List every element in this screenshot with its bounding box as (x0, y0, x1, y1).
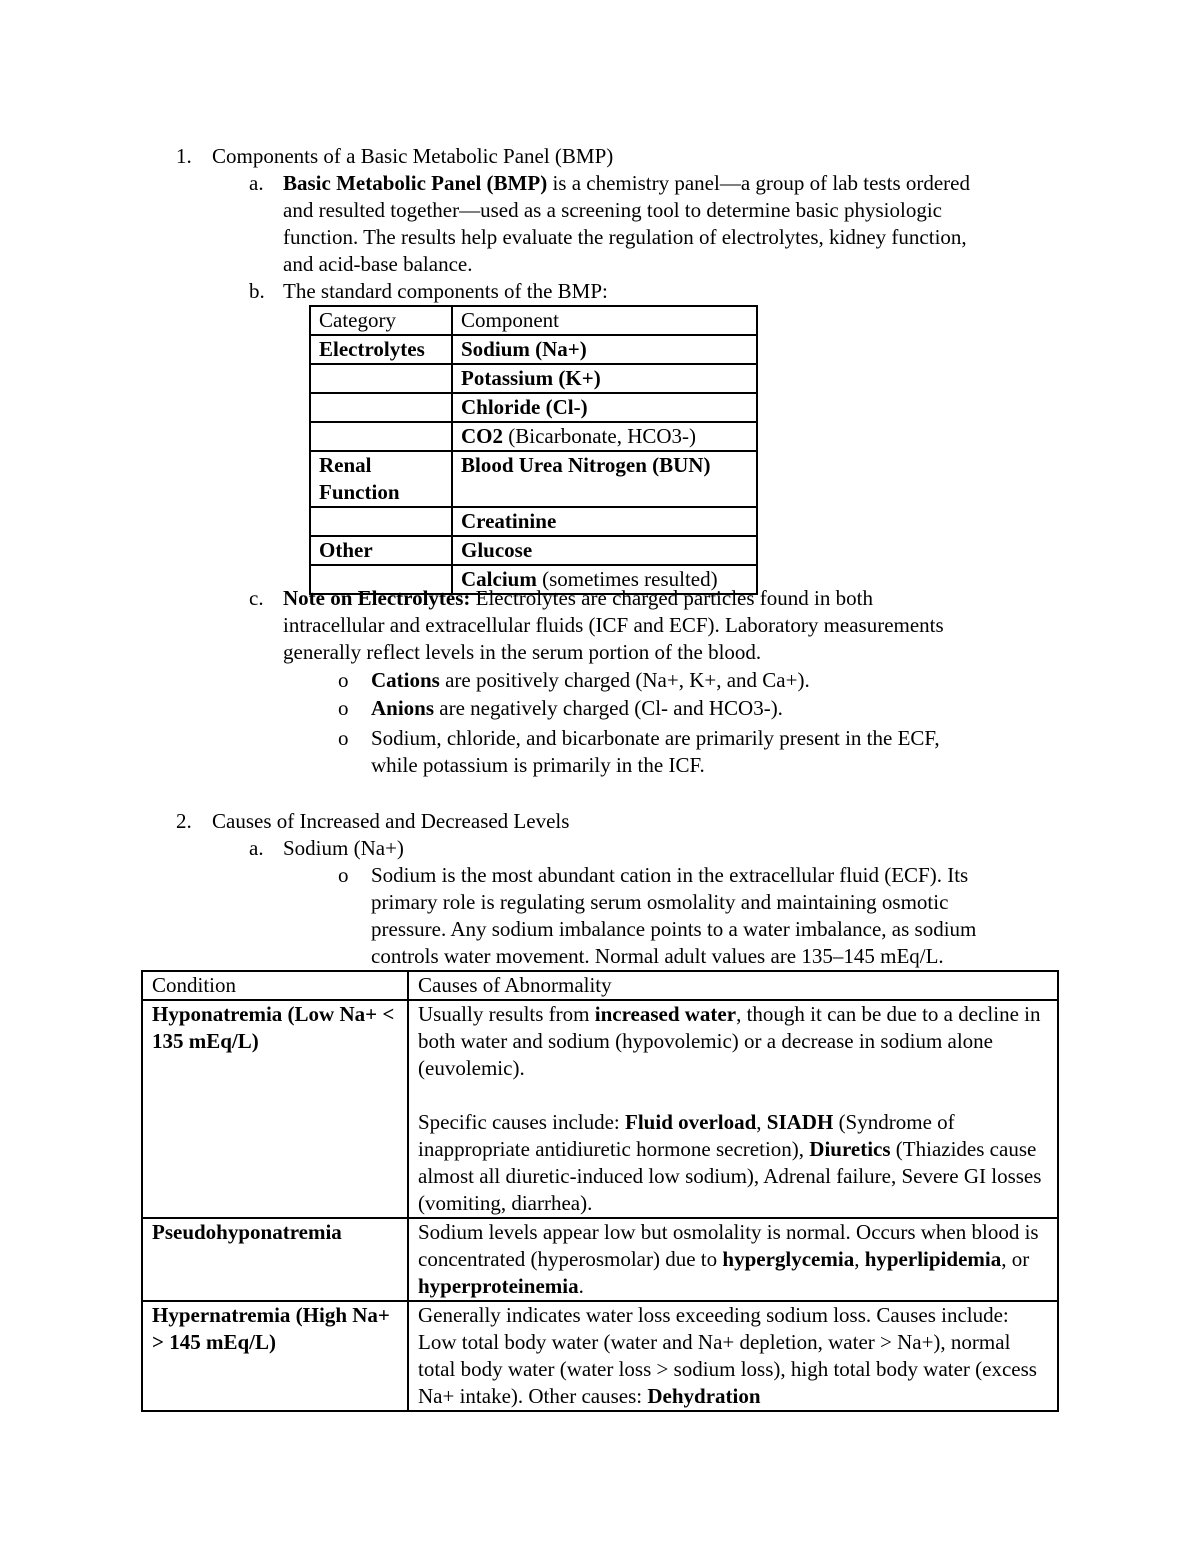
table-row: Potassium (K+) (310, 364, 757, 393)
condition-pseudohyponatremia: Pseudohyponatremia (142, 1218, 408, 1301)
table-row (142, 1000, 1058, 1218)
header-category: Category (310, 306, 452, 335)
bullet-marker: o (338, 863, 349, 887)
item-1c-text: Note on Electrolytes: Electrolytes are charged particles found in both intracellular and extracellular fluids (ICF and ECF). Laboratory measurements generally reflect levels in the serum portion of the blood. (283, 586, 944, 664)
bullet-marker: o (338, 668, 349, 692)
header-condition: Condition (142, 971, 408, 1000)
table-header-row (142, 971, 1058, 1000)
item-2a-letter: a. (249, 836, 264, 860)
sodium-conditions-table (141, 970, 1059, 1412)
item-1a-text: Basic Metabolic Panel (BMP) is a chemistry panel—a group of lab tests ordered and resulted together—used as a screening tool to determine basic physiologic function. The results help evaluate the regulation of electrolytes, kidney function, and acid-base balance. (283, 171, 970, 276)
table-row: Creatinine (310, 507, 757, 536)
section-2-title: Causes of Increased and Decreased Levels (212, 809, 570, 833)
bullet-ecf-icf: Sodium, chloride, and bicarbonate are primarily present in the ECF, while potassium is primarily in the ICF. (371, 726, 940, 777)
item-1b-text: The standard components of the BMP: (283, 279, 608, 303)
causes-pseudohyponatremia: Sodium levels appear low but osmolality is normal. Occurs when blood is concentrated (hyperosmolar) due to hyperglycemia, hyperlipidemia, or hyperproteinemia. (408, 1218, 1058, 1301)
header-component: Component (452, 306, 757, 335)
table-row (142, 1218, 1058, 1301)
table-row (142, 1301, 1058, 1411)
item-1b-letter: b. (249, 279, 265, 303)
sodium-description: Sodium is the most abundant cation in the extracellular fluid (ECF). Its primary role is regulating serum osmolality and maintaining osmotic pressure. Any sodium imbalance points to a water imbalance, as sodium controls water movement. Normal adult values are 135–145 mEq/L. (371, 863, 977, 968)
header-causes: Causes of Abnormality (408, 971, 1058, 1000)
bullet-cations: Cations are positively charged (Na+, K+, and Ca+). (371, 668, 810, 692)
table-row: Electrolytes Sodium (Na+) (310, 335, 757, 364)
item-2a-text: Sodium (Na+) (283, 836, 404, 860)
table-row: Other Glucose (310, 536, 757, 565)
table-row: Chloride (Cl-) (310, 393, 757, 422)
bullet-marker: o (338, 726, 349, 750)
bmp-components-table (309, 305, 758, 595)
condition-hypernatremia: Hypernatremia (High Na+ > 145 mEq/L) (142, 1301, 408, 1411)
electrolytes-note-term: Note on Electrolytes: (283, 586, 471, 610)
bmp-term: Basic Metabolic Panel (BMP) (283, 171, 548, 195)
table-header-row (310, 306, 757, 335)
item-1c-letter: c. (249, 586, 264, 610)
table-row: CO2 (Bicarbonate, HCO3-) (310, 422, 757, 451)
table-row: Renal Function Blood Urea Nitrogen (BUN) (310, 451, 757, 507)
bullet-anions: Anions are negatively charged (Cl- and HCO3-). (371, 696, 783, 720)
item-1a-letter: a. (249, 171, 264, 195)
section-1-number: 1. (176, 144, 192, 168)
table-row: Calcium (sometimes resulted) (310, 565, 757, 594)
causes-hyponatremia: Usually results from increased water, though it can be due to a decline in both water and sodium (hypovolemic) or a decrease in sodium alone (euvolemic). Specific causes include: Fluid overload, SIADH (Syndrome of inappropriate antidiuretic hormone secretion), Diuretics (Thiazides cause almost all diuretic-induced low sodium), Adrenal failure, Severe GI losses (vomiting, diarrhea). (408, 1000, 1058, 1218)
bullet-marker: o (338, 696, 349, 720)
section-1-title: Components of a Basic Metabolic Panel (BMP) (212, 144, 614, 168)
causes-hypernatremia: Generally indicates water loss exceeding sodium loss. Causes include: Low total body water (water and Na+ depletion, water > Na+), normal total body water (water loss > sodium loss), high total body water (excess Na+ intake). Other causes: Dehydration (408, 1301, 1058, 1411)
section-2-number: 2. (176, 809, 192, 833)
condition-hyponatremia: Hyponatremia (Low Na+ < 135 mEq/L) (142, 1000, 408, 1218)
